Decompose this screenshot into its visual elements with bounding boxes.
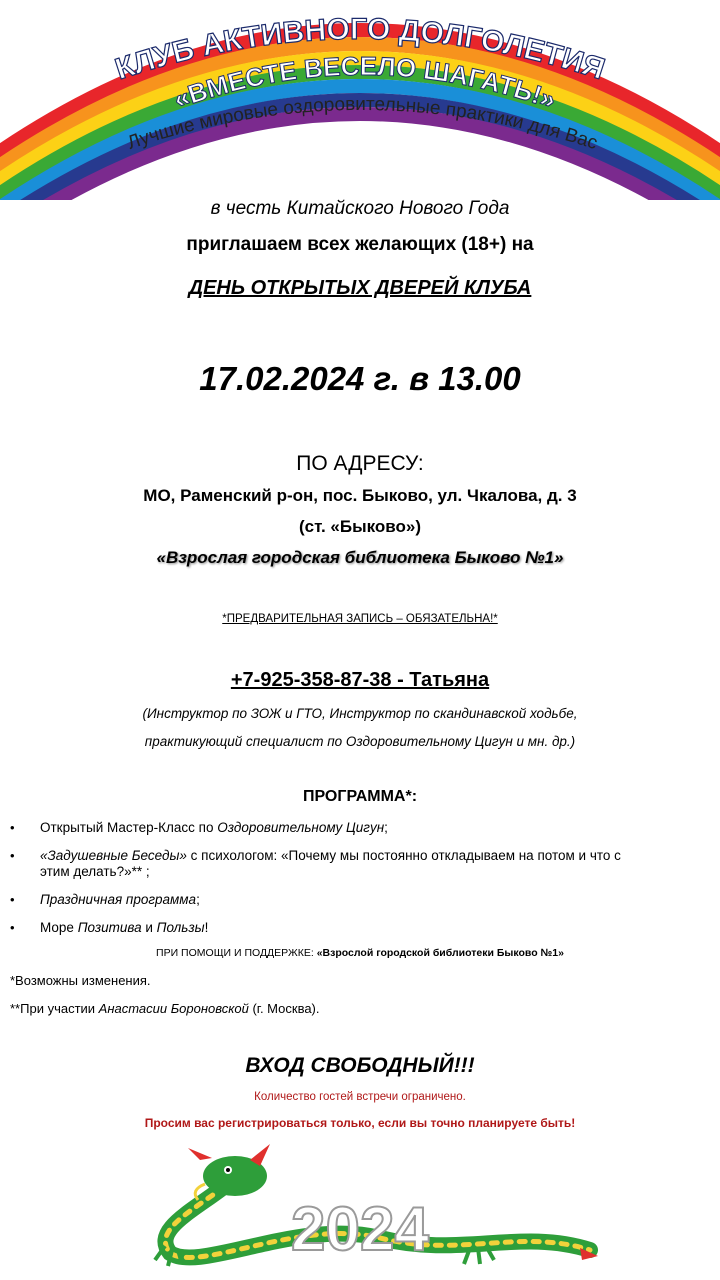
program-item-text: «Задушевные Беседы» с психологом: «Почему мы постоянно откладываем на потом и что с этим делать?»** ; [40,848,621,879]
support-org: «Взрослой городской библиотеки Быково №1» [316,947,564,959]
club-tagline: Лучшие мировые оздоровительные практики для Вас [124,93,601,155]
address-line: МО, Раменский р-он, пос. Быково, ул. Чкалова, д. 3 [143,486,577,505]
limited-guests: Количество гостей встречи ограничено. [254,1091,466,1103]
invite-text: приглашаем всех желающих (18+) на [186,234,534,255]
bullet-icon: • [10,892,15,907]
station-line: (ст. «Быково») [299,517,421,536]
event-title [0,277,720,300]
registration-note-text: *ПРЕДВАРИТЕЛЬНАЯ ЗАПИСЬ – ОБЯЗАТЕЛЬНА!* [222,613,498,625]
occasion-text: в честь Китайского Нового Года [210,198,510,219]
free-entry: ВХОД СВОБОДНЫЙ!!! [245,1054,475,1077]
address-heading: ПО АДРЕСУ: [296,452,424,475]
club-slogan: «ВМЕСТЕ ВЕСЕЛО ШАГАТЬ!» [169,50,560,115]
bullet-icon: • [10,920,15,935]
rainbow-header-graphic [0,0,720,200]
program-item-text: Открытый Мастер-Класс по Оздоровительному Цигун; [40,820,388,835]
event-title-text: ДЕНЬ ОТКРЫТЫХ ДВЕРЕЙ КЛУБА [188,277,532,299]
event-datetime: 17.02.2024 г. в 13.00 [199,360,521,397]
support-line [0,947,720,959]
year-label: 2024 [291,1195,429,1264]
program-heading: ПРОГРАММА*: [302,788,418,805]
footnote-changes: *Возможны изменения. [10,973,151,988]
venue-name: «Взрослая городская библиотека Быково №1» [156,548,564,567]
program-item-text: Море Позитива и Пользы! [40,920,209,935]
bullet-icon: • [10,848,15,863]
support-label: ПРИ ПОМОЩИ И ПОДДЕРЖКЕ: [156,947,317,959]
program-item-text: Праздничная программа; [40,892,200,907]
contact-phone[interactable] [0,669,720,692]
footnote-guest: **При участии Анастасии Бороновской (г. Москва). [10,1001,320,1016]
registration-note [0,613,720,625]
contact-role-line2: практикующий специалист по Оздоровительному Цигун и мн. др.) [144,734,576,749]
registration-request: Просим вас регистрироваться только, если вы точно планируете быть! [144,1116,576,1130]
bullet-icon: • [10,820,15,835]
contact-phone-text[interactable]: +7-925-358-87-38 - Татьяна [230,669,490,691]
club-title: КЛУБ АКТИВНОГО ДОЛГОЛЕТИЯ [111,12,609,87]
contact-role-line1: (Инструктор по ЗОЖ и ГТО, Инструктор по скандинавской ходьбе, [142,706,578,721]
green-dragon-icon [0,1138,720,1280]
